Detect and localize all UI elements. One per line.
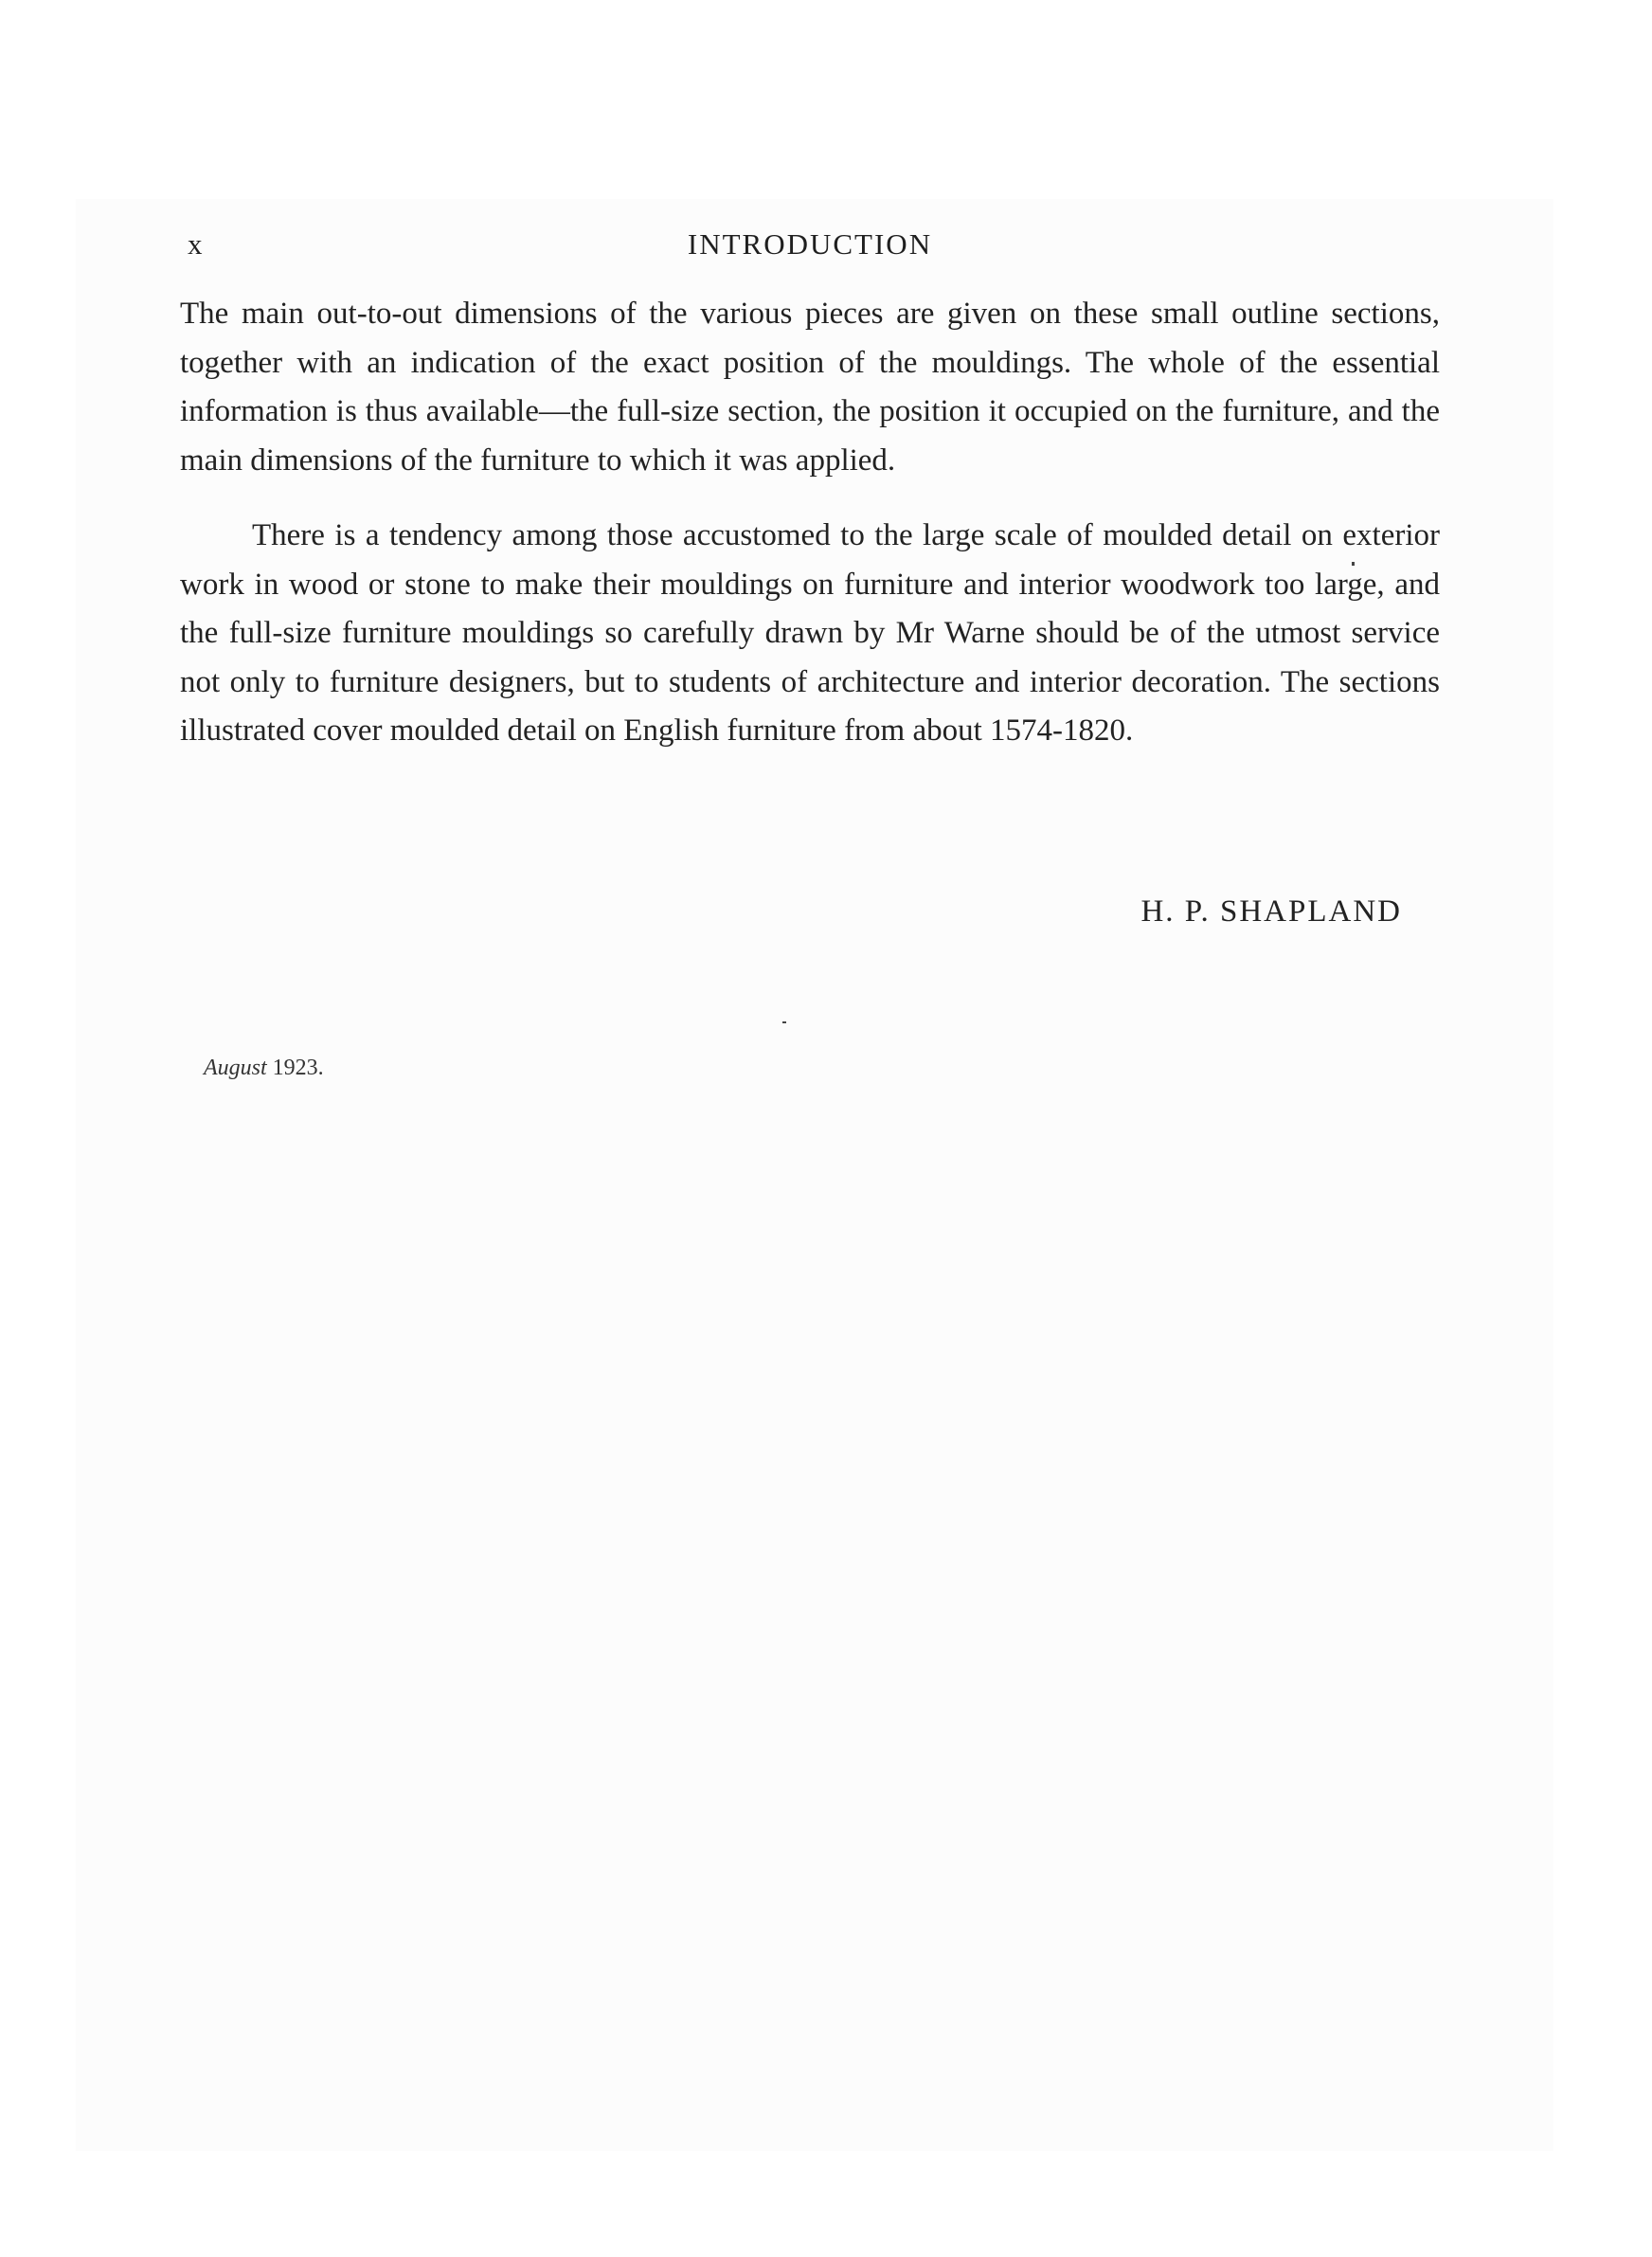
ink-speck	[782, 1021, 786, 1023]
page-header	[180, 227, 1440, 265]
ink-speck	[1352, 562, 1355, 566]
date-line	[204, 1056, 324, 1081]
body-text	[180, 290, 1440, 756]
paragraph-1: The main out-to-out dimensions of the various pieces are given on these small outline sections, together with an indication of the exact position of the mouldings. The whole of the essential information is thus available—the full-size section, the position it occupied on the furniture, and the main dimensions of the furniture to which it was applied.	[180, 297, 1440, 478]
paragraph-2: There is a tendency among those accustomed to the large scale of moulded detail on exterior work in wood or stone to make their mouldings on furniture and interior woodwork too large, and the full-size furniture mouldings so carefully drawn by Mr Warne should be of the utmost service not only to furniture designers, but to students of architecture and interior decoration. The sections illustrated cover moulded detail on English furniture from about 1574-1820.	[180, 518, 1440, 748]
date-year: 1923.	[272, 1056, 324, 1080]
page-number: x	[188, 227, 204, 261]
date-month: August	[204, 1056, 267, 1080]
running-head: INTRODUCTION	[687, 227, 933, 261]
author-signature: H. P. SHAPLAND	[1140, 894, 1402, 929]
